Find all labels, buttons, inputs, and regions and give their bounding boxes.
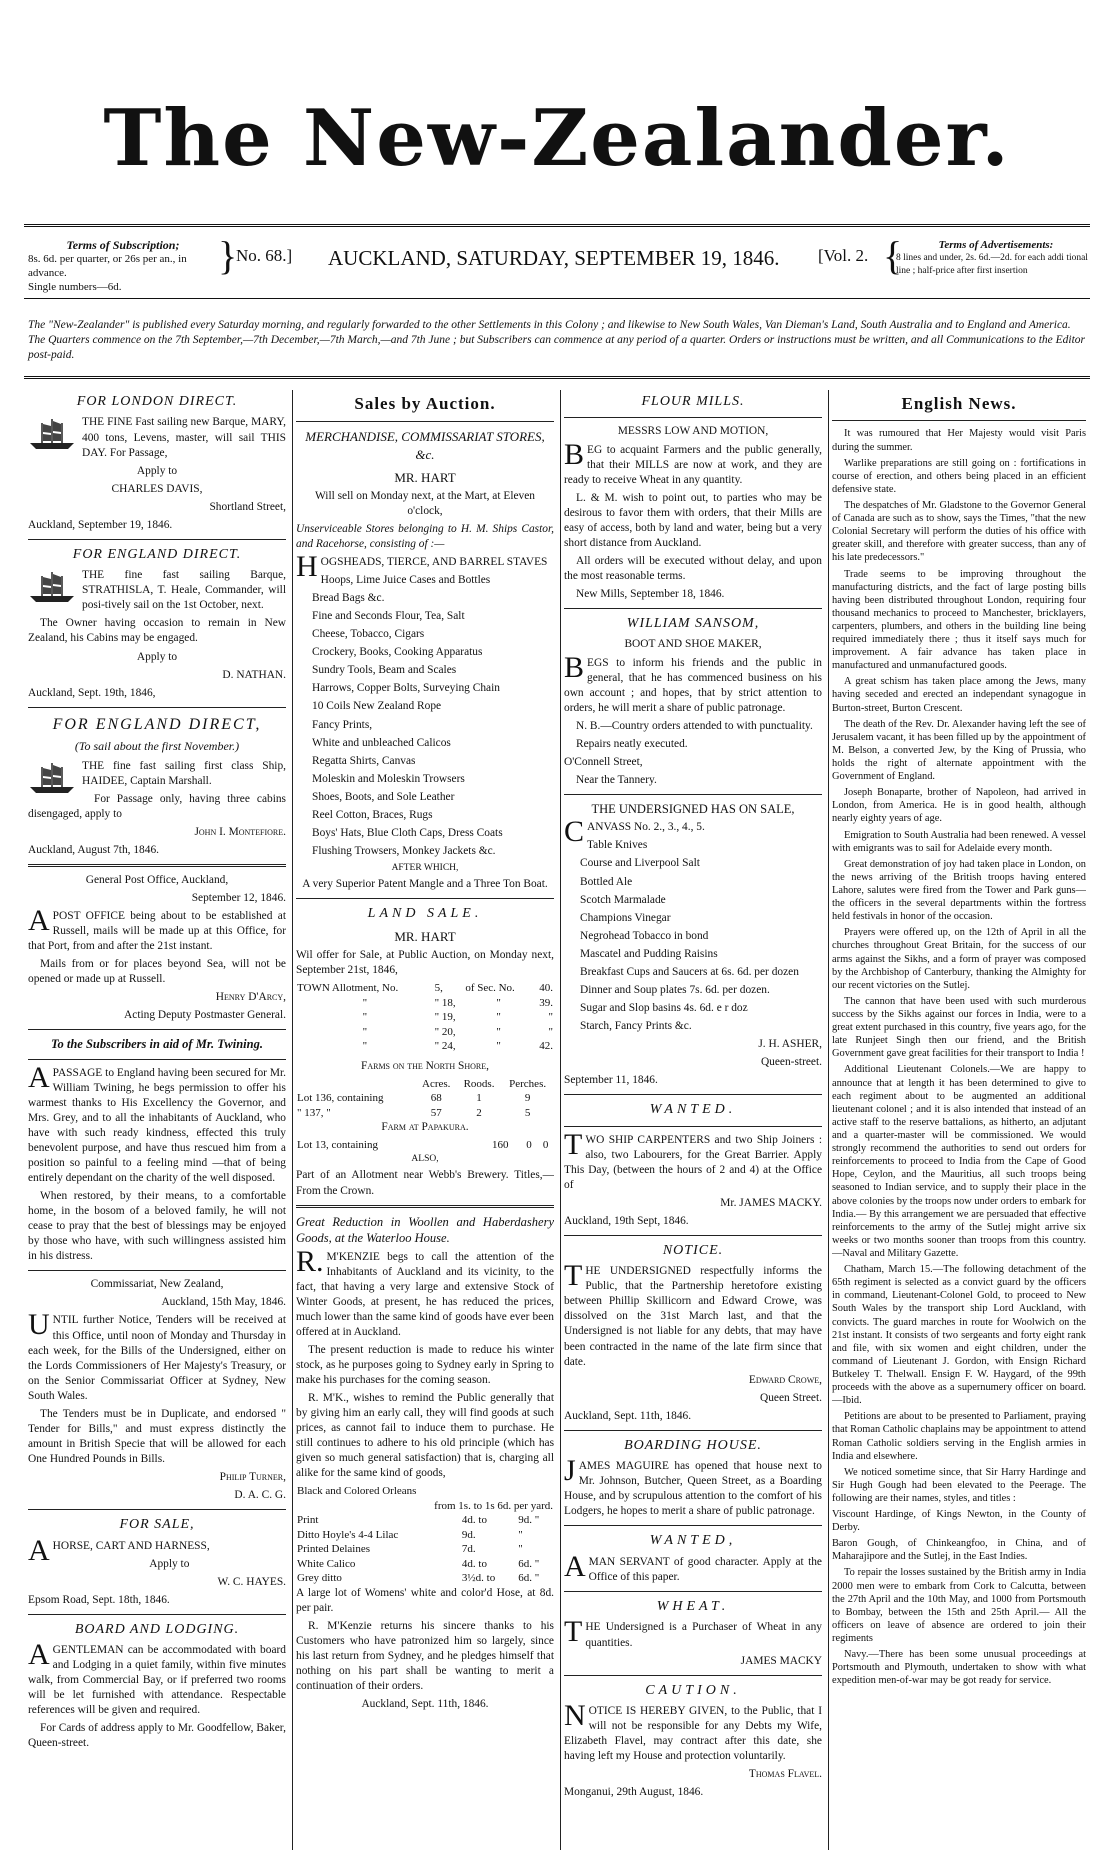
table-row: " 137, " 57 2 5 — [297, 1106, 531, 1119]
town-allotments-table — [296, 981, 554, 1054]
news-paragraph: The despatches of Mr. Gladstone to the Governor General of Canada are such as to show, says the Times, "that the new Colonial Secretary will perform the duties of his office with greater skill, and therefore with greater success, than any of his late predecessors." — [832, 499, 1086, 564]
ad-heading: FOR SALE, — [119, 1517, 195, 1533]
ad-body: APOST OFFICE being about to be established at Russell, mails will be made up at this Office, for that Port, from and after the 21st instant. — [28, 903, 286, 953]
divider — [28, 864, 286, 867]
list-item: Reel Cotton, Braces, Rugs — [312, 808, 433, 821]
table-row: " " 20, " " — [362, 1025, 553, 1038]
list-item: Harrows, Copper Bolts, Surveying Chain — [312, 682, 500, 695]
news-paragraph: The death of the Rev. Dr. Alexander having left the see of Jerusalem vacant, it has been filled up by the appointment of M. Belson, a converted Jew, by the King of Prussia, who holds the right of alternate appointment with the Government of England. — [832, 718, 1086, 783]
brace-glyph: } — [218, 233, 238, 278]
list-item: Flushing Trowsers, Monkey Jackets &c. — [312, 844, 496, 857]
news-paragraph: Petitions are about to be presented to Parliament, praying that Roman Catholic chaplains may be appointment to attend Roman Catholic soldiers serving in the English armies in India and elsewhere. — [832, 1411, 1086, 1462]
ad-heading: BOARD AND LODGING. — [74, 1621, 240, 1637]
section-heading: Sales by Auction. — [354, 394, 496, 413]
ad-heading: WILLIAM SANSOM, — [626, 615, 760, 631]
table-row: Black and Colored Orleans — [297, 1485, 417, 1498]
divider — [564, 1094, 822, 1095]
ad-body: THE fine fast sailing first class Ship, HAIDEE, Captain Marshall. — [28, 759, 286, 789]
list-item: Starch, Fancy Prints &c. — [580, 1019, 692, 1032]
ad-heading: MERCHANDISE, COMMISSARIAT STORES, &c. — [305, 429, 545, 462]
table-row: White Calico 4d. to 6d. " — [297, 1557, 540, 1570]
price-list — [296, 1484, 554, 1586]
ad-body: THE UNDERSIGNED respectfully informs the Public, that the Partnership heretofore existing between Phillip Skillicorn and Edward Crowe, was dissolved on the 31st March last, and that the Undersigned is not liable for any debts, that may have been contracted in the name of the late firm since that date. — [564, 1259, 822, 1368]
auction-item-list — [296, 550, 554, 859]
ad-heading: WHEAT. — [656, 1598, 730, 1614]
ad-body: BEG to acquaint Farmers and the public generally, that their MILLS are now at work, and they are ready to receive Wheat in any quantity. — [564, 437, 822, 486]
news-paragraph: The cannon that have been used with such murderous success by the Sikhs against our forces in India, were to a great extent purchased in this country, five years ago, for the late Runjeet Singh then our friend, and the British Government gave great facilities for their transport to India ! — [832, 995, 1086, 1060]
news-paragraph: Chatham, March 15.—The following detachment of the 65th regiment is selected as a convict guard by the officers in command, Lieutenant-Colonel Gold, to proceed to New South Wales by the transport ship Lord Auckland, with convicts. The guard marches in route for Woolwich on the 21st instant. It consists of two sergeants and forty eight rank and file, with six women and eight children, under the command of Lieutenant J. Gordon, with Ensign Richard Butkeley T. Thelwall. Ensign F. W. Haygard, of the 99th proceeds with the above as a supernumery officer on board.—Ibid. — [832, 1264, 1086, 1407]
list-item: Table Knives — [587, 839, 648, 852]
ad-heading: WANTED. — [649, 1102, 737, 1118]
advertiser-name: J. H. ASHER, — [758, 1037, 822, 1050]
table-row: Printed Delaines 7d. " — [297, 1543, 523, 1556]
auctioneer-name: MR. HART — [394, 469, 456, 485]
divider — [28, 1509, 286, 1510]
ad-heading: FLOUR MILLS. — [641, 394, 745, 409]
ad-heading: Great Reduction in Woollen and Haberdashery Goods, at the Waterloo House. — [296, 1214, 554, 1246]
ship-icon — [28, 417, 76, 451]
news-paragraph: Great demonstration of joy had taken place in London, on the news arriving of the British troops having entered Lahore, salutes were fired from the Tower and Park guns—the officers in the several departments within the fortress held festivals in honor of the occasion. — [832, 858, 1086, 923]
divider — [564, 417, 822, 418]
table-row: " " 19, " " — [362, 1011, 553, 1024]
table-row: Lot 13, containing 160 0 0 — [297, 1139, 549, 1152]
brace-glyph: { — [883, 233, 903, 278]
ad-body: JAMES MAGUIRE has opened that house next to Mr. Johnson, Butcher, Queen Street, as a Boarding House, and by scrupulous attention to the comfort of his Lodgers, he hopes to merit a share of public patronage. — [564, 1454, 822, 1518]
advertiser-name: D. NATHAN. — [222, 668, 286, 681]
ad-body: AHORSE, CART AND HARNESS, — [28, 1533, 210, 1567]
divider — [564, 1591, 822, 1592]
list-item: 10 Coils New Zealand Rope — [312, 700, 442, 713]
news-paragraph: Joseph Bonaparte, brother of Napoleon, had arrived in London, from America. He is in good health, although nearly eighty years of age. — [832, 787, 1086, 825]
ad-body: AGENTLEMAN can be accommodated with board and Lodging in a quiet family, within five minutes walk, from Commercial Bay, or if preferred two rooms will be let furnished with attendance. Respectable references will be given and required. — [28, 1638, 286, 1717]
papakura-table — [296, 1138, 554, 1153]
column-3: FLOUR MILLS. MESSRS LOW AND MOTION, BEG to acquaint Farmers and the public generally, that their MILLS are now at work, and they are ready to receive Wheat in any quantity. L. & M. wish to point out, to parties who may be desirous to favor them with orders, that their Mills are easy of access, both by land and water, being but a very short distance from Auckland. All orders will be executed without delay, and upon the most reasonable terms. New Mills, September 18, 1846. WILLIAM SANSOM, BOOT AND SHOE MAKER, BEGS to inform his friends and the public in general, that he has commenced business on his own account ; and hopes, that by strict attention to orders, he will merit a share of public patronage. N. B.—Country orders attended to with punctuality. Repairs neatly executed. O'Connell Street, Near the Tannery. THE UNDERSIGNED HAS ON SALE, CANVASS No. 2., 3., 4., 5. Table Knives Course and Liverpool Salt Bottled Ale Scotch Marmalade Champions Vinegar Negrohead Tobacco in bond Mascatel and Pudding Raisins Breakfast Cups and Saucers at 6s. 6d. per dozen Dinner and Soup plates 7s. 6d. per dozen. Sugar and Slop basins 4s. 6d. e r doz Starch, Fancy Prints &c. J. H. ASHER, Queen-street. September 11, 1846. WANTED. TWO SHIP CARPENTERS and two Ship Joiners : also, two Labourers, for the Great Barrier. Apply This Day, (between the hours of 2 and 4) at the Office of Mr. JAMES MACKY. Auckland, 19th Sept, 1846. NOTICE. THE UNDERSIGNED respectfully informs the Public, that the Partnership heretofore existing between Phillip Skillicorn and Edward Crowe, was dissolved on the 31st March last, and that the Undersigned is not liable for any debts, that may have been contracted in the name of the late firm since that date. Edward Crowe, Queen Street. Auckland, Sept. 11th, 1846. BOARDING HOUSE. JAMES MAGUIRE has opened that house next to Mr. Johnson, Butcher, Queen Street, as a Boarding House, and by scrupulous attention to the comfort of his Lodgers, he hopes to merit a share of public patronage. WANTED, AMAN SERVANT of good character. Apply at the Office of this paper. WHEAT. THE Undersigned is a Purchaser of Wheat in any quantities. JAMES MACKY CAUTION. NOTICE IS HEREBY GIVEN, to the Public, that I will not be responsible for any Debts my Wife, Elizabeth Flavel, may contract after this date, she having left my House and protection voluntarily. Thomas Flavel. Monganui, 29th August, 1846. — [564, 394, 822, 1799]
columns — [28, 390, 1086, 1850]
list-item: Boys' Hats, Blue Cloth Caps, Dress Coats — [312, 826, 503, 839]
table-row: Print 4d. to 9d. " — [297, 1514, 540, 1527]
ad-heading: THE UNDERSIGNED HAS ON SALE, — [591, 801, 795, 816]
divider — [28, 1059, 286, 1060]
columns-top-rule — [24, 376, 1090, 379]
ad-heading: LAND SALE. — [367, 906, 483, 922]
column-1: FOR LONDON DIRECT. THE FINE Fast sailing new Barque, MARY, 400 tons, Levens, master, will sail THIS DAY. For Passage, Apply to CHARLES DAVIS, Shortland Street, Auckland, September 19, 1846. FOR ENGLAND DIRECT. THE fine fast sailing Barque, STRATHISLA, T. Heale, Commander, will posi-tively sail on the 1st October, next. The Owner having occasion to remain in New Zealand, his Cabins may be engaged. Apply to D. NATHAN. Auckland, Sept. 19th, 1846, FOR ENGLAND DIRECT, (To sail about the first November.) THE fine fast sailing first class Ship, HAIDEE, Captain Marshall. For Passage only, having three cabins disengaged, apply to John I. Montefiore. Auckland, August 7th, 1846. General Post Office, Auckland, September 12, 1846. APOST OFFICE being about to be established at Russell, mails will be made up at this Office, for that Port, from and after the 21st instant. Mails from or for places beyond Sea, will not be opened or made up at Russell. Henry D'Arcy, Acting Deputy Postmaster General. To the Subscribers in aid of Mr. Twining. APASSAGE to England having been secured for Mr. William Twining, he begs permission to offer his warmest thanks to His Excellency the Governor, and Mrs. Grey, and to all the inhabitants of Auckland, who have with such ready kindness, effected this truly benevolent purpose, and have thus rescued him from a position so painful to a feeling mind —that of being entirely dependant on the charity of the well disposed. When restored, by their means, to a comfortable home, in the bosom of a beloved family, he will not cease to pray that the best of blessings may be enjoyed by those who have, with such willingness assisted him in his distress. Commissariat, New Zealand, Auckland, 15th May, 1846. UNTIL further Notice, Tenders will be received at this Office, until noon of Monday and Thursday in each week, for the Bills of the Undersigned, either on the Lords Commissioners of Her Majesty's Treasury, or on the Senior Commissariat Officer at Sydney, New South Wales. The Tenders must be in Duplicate, and endorsed " Tender for Bills," and must express distinctly the amount in British Specie that will be allowed for each One Hundred Pounds in Bills. Philip Turner, D. A. C. G. FOR SALE, AHORSE, CART AND HARNESS, Apply to W. C. HAYES. Epsom Road, Sept. 18th, 1846. BOARD AND LODGING. AGENTLEMAN can be accommodated with board and Lodging in a quiet family, within five minutes walk, from Commercial Bay, or if preferred two rooms will be let furnished with attendance. Respectable references will be given and required. For Cards of address apply to Mr. Goodfellow, Baker, Queen-street. — [28, 394, 286, 1750]
ad-heading: FOR LONDON DIRECT. — [76, 394, 238, 409]
list-item: Sugar and Slop basins 4s. 6d. e r doz — [580, 1001, 748, 1014]
ad-heading: CAUTION. — [645, 1682, 741, 1698]
list-item: Crockery, Books, Cooking Apparatus — [312, 646, 483, 659]
table-header: Acres. Roods. Perches. — [422, 1077, 547, 1090]
advertiser-name: John I. Montefiore. — [194, 825, 286, 838]
news-paragraph: A great schism has taken place among the Jews, many having seceded and erected an independant synagogue in Burton-street, Burton Crescent. — [832, 676, 1086, 714]
dateline: AUCKLAND, SATURDAY, SEPTEMBER 19, 1846. — [328, 246, 780, 270]
table-row: " " 18, " 39. — [362, 996, 553, 1009]
table-row: Ditto Hoyle's 4-4 Lilac 9d. " — [297, 1528, 523, 1541]
divider — [28, 539, 286, 540]
publication-notice: The "New-Zealander" is published every Saturday morning, and regularly forwarded to the other Settlements in this Colony ; and likewise to New South Wales, Van Dieman's Land, South Australia and to England and America. The Quarters commence on the 7th September,—7th December,—7th March,—and 7th June ; but Subscribers can commence at any period of a quarter. Orders or instructions must be written, and all Communications to the Editor post-paid. — [28, 319, 1086, 361]
ad-heading: FOR ENGLAND DIRECT. — [72, 546, 242, 562]
table-row: TOWN Allotment, No. 5, of Sec. No. 40. — [297, 982, 553, 995]
divider — [28, 1614, 286, 1615]
advertiser-name: JAMES MACKY — [740, 1654, 822, 1667]
news-paragraph: Additional Lieutenant Colonels.—We are happy to announce that at length it has been determined to give to each regiment about to be augmented an additional lieutenant colonel ; and it is also intended that instead of an active staff to the reserve battalions, as hitherto, an adjutant and a quarter-master will be commissioned. We would strongly recommend the authorities to send out orders for reinforcements to proceed to India from the Cape of Good Hope, Ceylon, and the Mauritius, all such troops being seasoned to Indian service, and to supply their place in the above colonies by the troops now under orders to embark for India.— By this arrangement we are persuaded that effective reinforcements to the army of the Sutlej might arrive six weeks or two months sooner than troops from this country.—Naval and Military Gazette. — [832, 1064, 1086, 1259]
table-row: from 1s. to 1s 6d. per yard. — [434, 1499, 553, 1512]
list-item: Course and Liverpool Salt — [580, 857, 700, 870]
news-paragraph: Viscount Hardinge, of Kings Newton, in the County of Derby. — [832, 1509, 1086, 1534]
sale-item-list — [564, 815, 822, 1034]
ad-body: AMAN SERVANT of good character. Apply at the Office of this paper. — [564, 1549, 822, 1583]
list-item: Bread Bags &c. — [312, 592, 385, 605]
list-item: Fine and Seconds Flour, Tea, Salt — [312, 610, 465, 623]
info-bar — [28, 233, 1088, 293]
column-4 — [832, 390, 1086, 1850]
divider — [28, 1029, 286, 1030]
farms-table — [296, 1077, 554, 1121]
list-item: Mascatel and Pudding Raisins — [580, 947, 718, 960]
ad-heading: FOR ENGLAND DIRECT, — [52, 715, 262, 733]
list-item: Dinner and Soup plates 7s. 6d. per dozen. — [580, 983, 770, 996]
news-paragraph: Emigration to South Australia had been renewed. A vessel with emigrants was to sail for Adelaide every month. — [832, 829, 1086, 854]
divider — [28, 707, 286, 708]
ad-body: TWO SHIP CARPENTERS and two Ship Joiners : also, two Labourers, for the Great Barrier. Apply This Day, (between the hours of 2 and 4) at the Office of — [564, 1127, 822, 1191]
news-paragraph: Baron Gough, of Chinkeangfoo, in China, and of Maharajipore and the Sutlej, in the East Indies. — [832, 1538, 1086, 1563]
ad-body: THE Undersigned is a Purchaser of Wheat in any quantities. — [564, 1615, 822, 1649]
list-item: Moleskin and Moleskin Trowsers — [312, 772, 465, 785]
masthead-rule — [24, 224, 1090, 227]
table-row: Lot 136, containing 68 1 9 — [297, 1092, 531, 1105]
ad-heading: NOTICE. — [662, 1242, 724, 1258]
ad-body: BEGS to inform his friends and the public in general, that he has commenced business on his own account ; and hopes, that by strict attention to orders, he will merit a share of public patronage. — [564, 650, 822, 714]
divider — [296, 898, 554, 899]
news-paragraph: We noticed sometime since, that Sir Harry Hardinge and Sir Hugh Gough had been elevated to the Peerage. The following are their names, styles, and titles : — [832, 1466, 1086, 1504]
advertiser-name: Philip Turner, — [219, 1470, 286, 1483]
divider — [564, 794, 822, 795]
ad-heading: WANTED, — [649, 1533, 737, 1549]
divider — [564, 1675, 822, 1676]
ad-body: NOTICE IS HEREBY GIVEN, to the Public, that I will not be responsible for any Debts my Wife, Elizabeth Flavel, may contract after this date, she having left my House and protection voluntarily. — [564, 1699, 822, 1763]
column-2: Sales by Auction. MERCHANDISE, COMMISSARIAT STORES, &c. MR. HART Will sell on Monday next, at the Mart, at Eleven o'clock, Unserviceable Stores belonging to H. M. Ships Castor, and Racehorse, consisting of :— HOGSHEADS, TIERCE, AND BARREL STAVES Hoops, Lime Juice Cases and Bottles Bread Bags &c. Fine and Seconds Flour, Tea, Salt Cheese, Tobacco, Cigars Crockery, Books, Cooking Apparatus Sundry Tools, Beam and Scales Harrows, Copper Bolts, Surveying Chain 10 Coils New Zealand Rope Fancy Prints, White and unbleached Calicos Regatta Shirts, Canvas Moleskin and Moleskin Trowsers Shoes, Boots, and Sole Leather Reel Cotton, Braces, Rugs Boys' Hats, Blue Cloth Caps, Dress Coats Flushing Trowsers, Monkey Jackets &c. AFTER WHICH, A very Superior Patent Mangle and a Three Ton Boat. LAND SALE. MR. HART Wil offer for Sale, at Public Auction, on Monday next, September 21st, 1846, TOWN Allotment, No. 5, of Sec. No. 40. " " 18, " 39. " " 19, " " " " 20, " " " " 24, " 42. Farms on the North Shore, Acres. Roods. Perches. Lot 136, containing 68 1 9 " 137, " 57 2 5 Farm at Papakura. Lot 13, containing 160 0 0 ALSO, Part of an Allotment near Webb's Brewery. Titles,—From the Crown. Great Reduction in Woollen and Haberdashery Goods, at the Waterloo House. R.M'KENZIE begs to call the attention of the Inhabitants of Auckland and its vicinity, to the fact, that having a very large and extensive Stock of Winter Goods, at present, he has reduced the prices, much lower than the same kind of goods have ever been offered at in Auckland. The present reduction is made to reduce his winter stock, as he purposes going to Sydney early in Spring to make his purchases for the coming season. R. M'K., wishes to remind the Public generally that by giving him an early call, they will find goods at such prices, as cannot fail to induce them to purchase. He still continues to adhere to his old principle (which has given so much general satisfaction) that is, charging all alike for the same kind of goods, Black and Colored Orleans from 1s. to 1s 6d. per yard. Print 4d. to 9d. " Ditto Hoyle's 4-4 Lilac 9d. " Printed Delaines 7d. " White Calico 4d. to 6d. " Grey ditto 3½d. to 6d. " A large lot of Womens' white and color'd Hose, at 8d. per pair. R. M'Kenzie returns his sincere thanks to his Customers who have patronized him so largely, since his last return from Sydney, and he pledges himself that nothing on his part shall be wanting to merit a continuation of their orders. Auckland, Sept. 11th, 1846. — [296, 394, 554, 1711]
divider — [296, 421, 554, 422]
ad-body: R.M'KENZIE begs to call the attention of the Inhabitants of Auckland and its vicinity, to the fact, that having a very large and extensive Stock of Winter Goods, at present, he has reduced the prices, much lower than the same kind of goods have ever been offered at in Auckland. — [296, 1244, 554, 1338]
section-heading: English News. — [901, 394, 1017, 413]
advertiser-name: CHARLES DAVIS, — [111, 482, 203, 495]
ship-icon — [28, 761, 76, 795]
volume-number: [Vol. 2. — [818, 246, 869, 265]
auctioneer-name: MR. HART — [394, 928, 456, 944]
list-item: Bottled Ale — [580, 875, 633, 888]
advertisement-terms: Terms of Advertisements: 8 lines and under, 2s. 6d.—2d. for each addi tional line ; half-price after first insertion — [896, 239, 1088, 276]
news-paragraph: Trade seems to be improving throughout the manufacturing districts, and the fact of large posting bills having been distributed throughout London, requiring four thousand mechanics to proceed to Manchester, bricklayers, carpenters, plumbers, and others in the building line being required immediately there ; thus it itself says much for improvement. A fair advance has taken place in manufactured and unmanufactured goods. — [832, 568, 1086, 672]
list-item: Negrohead Tobacco in bond — [580, 929, 709, 942]
masthead-title: The New-Zealander. — [103, 93, 1011, 184]
news-paragraph: Warlike preparations are still going on : fortifications in course of erection, and others being placed in an efficient defensive state. — [832, 457, 1086, 495]
divider — [564, 608, 822, 609]
divider — [832, 420, 1086, 421]
list-item: Champions Vinegar — [580, 911, 671, 924]
ad-heading: BOARDING HOUSE. — [624, 1437, 762, 1453]
divider — [564, 1525, 822, 1526]
advertiser-name: MESSRS LOW AND MOTION, — [617, 425, 769, 438]
list-item: Sundry Tools, Beam and Scales — [312, 664, 457, 677]
list-item: White and unbleached Calicos — [312, 736, 451, 749]
ad-body: THE fine fast sailing Barque, STRATHISLA, T. Heale, Commander, will posi-tively sail on the 1st October, next. — [28, 568, 286, 613]
news-paragraph: To repair the losses sustained by the British army in India 2000 men were to embark from Cork to Calcutta, between the 27th April and the 10th May, and 1000 from Portsmouth to Bombay, between the 15th and 25th April.— All the officers on leave of absence are ordered to join their regiments — [832, 1567, 1086, 1645]
news-paragraph: Navy.—There has been some unusual proceedings at Portsmouth and Plymouth, undertaken to show with what expedition men-of-war may be got ready for service. — [832, 1649, 1086, 1687]
list-item: Regatta Shirts, Canvas — [312, 754, 416, 767]
ad-body: THE FINE Fast sailing new Barque, MARY, 400 tons, Levens, master, will sail THIS DAY. For Passage, — [28, 415, 286, 460]
ad-heading: To the Subscribers in aid of Mr. Twining. — [51, 1037, 263, 1052]
table-row: Grey ditto 3½d. to 6d. " — [297, 1572, 540, 1585]
advertiser-name: W. C. HAYES. — [217, 1575, 286, 1588]
divider — [296, 1205, 554, 1208]
list-item: Scotch Marmalade — [580, 893, 666, 906]
divider — [564, 1126, 822, 1127]
list-item: Hoops, Lime Juice Cases and Bottles — [320, 574, 491, 587]
list-item: Shoes, Boots, and Sole Leather — [312, 790, 455, 803]
subscription-terms: Terms of Subscription; 8s. 6d. per quarter, or 26s per an., in advance. Single numbers—6d. — [28, 238, 187, 293]
ad-body: UNTIL further Notice, Tenders will be received at this Office, until noon of Monday and Thursday in each week, for the Bills of the Undersigned, either on the Lords Commissioners of Her Majesty's Treasury, or on the Senior Commissariat Officer at Sydney, New South Wales. — [28, 1308, 286, 1402]
list-item: Breakfast Cups and Saucers at 6s. 6d. per dozen — [580, 965, 799, 978]
list-item: Fancy Prints, — [312, 718, 373, 731]
info-rule — [24, 298, 1090, 299]
list-item: Cheese, Tobacco, Cigars — [312, 628, 425, 641]
advertiser-name: Edward Crowe, — [748, 1373, 822, 1386]
list-item: CANVASS No. 2., 3., 4., 5. — [564, 815, 705, 849]
ship-icon — [28, 570, 76, 604]
advertiser-name: Henry D'Arcy, — [215, 991, 286, 1004]
divider — [564, 1430, 822, 1431]
advertiser-name: Thomas Flavel. — [748, 1768, 822, 1781]
news-items — [832, 427, 1086, 1687]
news-paragraph: Prayers were offered up, on the 12th of April in all the churches throughout Great Britain, for the success of our arms against the Sikhs, and a form of prayer was composed by the Archbishop of Canterbury, thanking the Almighty for our recent victories on the Sutlej. — [832, 927, 1086, 991]
news-paragraph: It was rumoured that Her Majesty would visit Paris during the summer. — [832, 428, 1086, 453]
ad-body: APASSAGE to England having been secured for Mr. William Twining, he begs permission to offer his warmest thanks to His Excellency the Governor, and Mrs. Grey, and to all the inhabitants of Auckland, who have with such ready kindness, effected this truly benevolent purpose, and have thus rescued him from a position so painful to a feeling mind —that of being entirely dependant on the charity of the well disposed. — [28, 1060, 286, 1185]
issue-number: No. 68.] — [236, 246, 293, 265]
table-row: " " 24, " 42. — [362, 1040, 553, 1053]
divider — [564, 1235, 822, 1236]
advertiser-name: Mr. JAMES MACKY. — [720, 1196, 822, 1209]
divider — [28, 1270, 286, 1271]
list-item: HOGSHEADS, TIERCE, AND BARREL STAVES — [296, 550, 548, 584]
